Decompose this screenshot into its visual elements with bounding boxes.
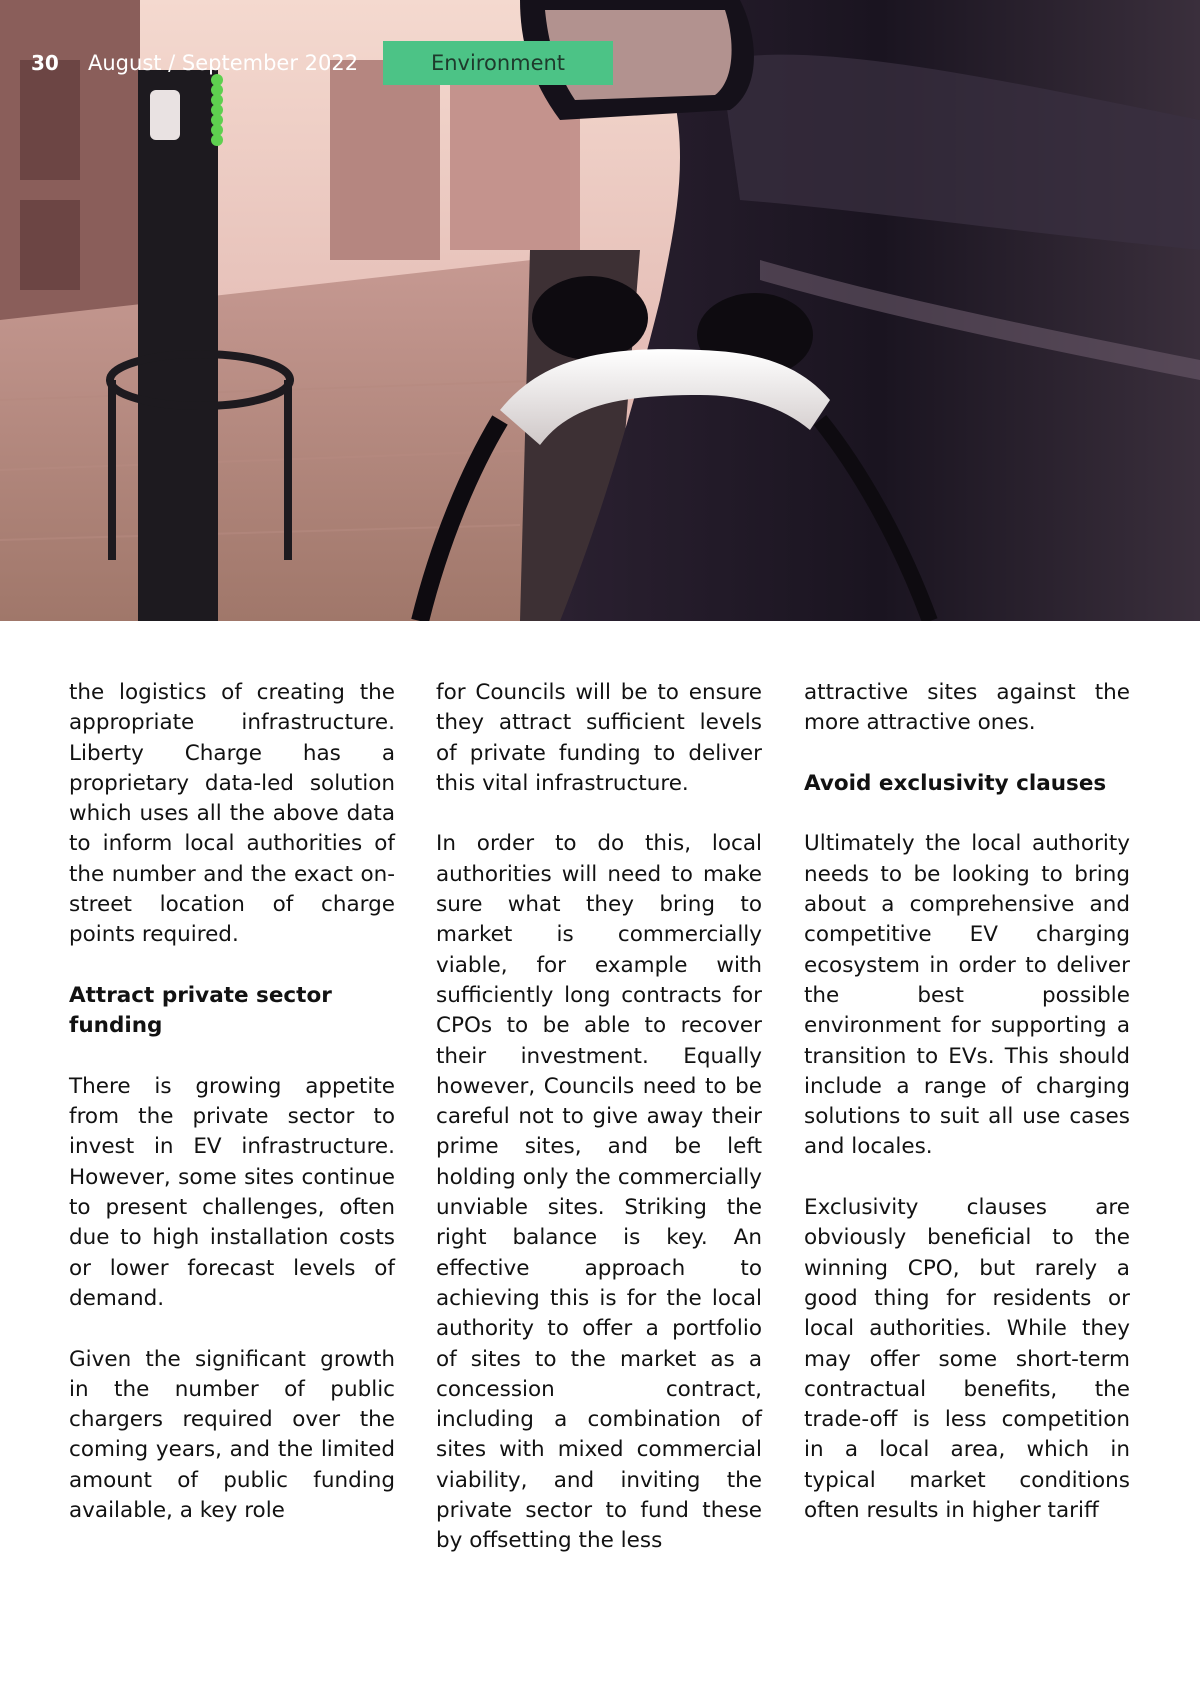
column-3 (804, 678, 1130, 1557)
page-number: 30 (31, 51, 59, 75)
building-mid (330, 60, 440, 260)
ev-charging-illustration (0, 0, 1200, 621)
paragraph: In order to do this, local authorities will need to make sure what they bring to market is commercially viable, for example with sufficiently long contracts for CPOs to be able to recover their investment. Equally however, Councils need to be careful not to give away their prime sites, and be left holding only the commercially unviable sites. Striking the right balance is key. An effective approach to achieving this is for the local authority to offer a portfolio of sites to the market as a concession contract, including a combination of sites with mixed commercial viability, and inviting the private sector to fund these by offsetting the less (436, 831, 762, 1554)
paragraph: attractive sites against the more attractive ones. (804, 680, 1130, 736)
column-2 (436, 678, 762, 1587)
issue-date: August / September 2022 (88, 51, 359, 75)
paragraph: Given the significant growth in the number of public chargers required over the coming years, and the limited amount of public funding available, a key role (69, 1346, 395, 1524)
column-1 (69, 678, 395, 1557)
paragraph: There is growing appetite from the private sector to invest in EV infrastructure. However, some sites continue to present challenges, often due to high installation costs or lower forecast levels of demand. (69, 1073, 395, 1311)
subheading: Attract private sector funding (69, 982, 332, 1039)
hero-photo-ev-charging (0, 0, 1200, 621)
paragraph: Ultimately the local authority needs to be looking to bring about a comprehensive and competitive EV charging ecosystem in order to deliver the best possible environment for supporting a transition to EVs. This should include a range of charging solutions to suit all use cases and locales. (804, 831, 1130, 1160)
subheading: Avoid exclusivity clauses (804, 770, 1107, 796)
paragraph: for Councils will be to ensure they attract sufficient levels of private funding to deliver this vital infrastructure. (436, 680, 762, 796)
section-tag: Environment (383, 41, 613, 85)
paragraph: Exclusivity clauses are obviously beneficial to the winning CPO, but rarely a good thing for residents or local authorities. While they may offer some short-term contractual benefits, the trade-off is less competition in a local area, which in typical market conditions often results in higher tariff (804, 1195, 1130, 1524)
charging-post (138, 70, 218, 621)
charging-port (532, 276, 648, 360)
paragraph: the logistics of creating the appropriate infrastructure. Liberty Charge has a proprietary data-led solution which uses all the above data to inform local authorities of the number and the exact on-street location of charge points required. (69, 680, 395, 948)
